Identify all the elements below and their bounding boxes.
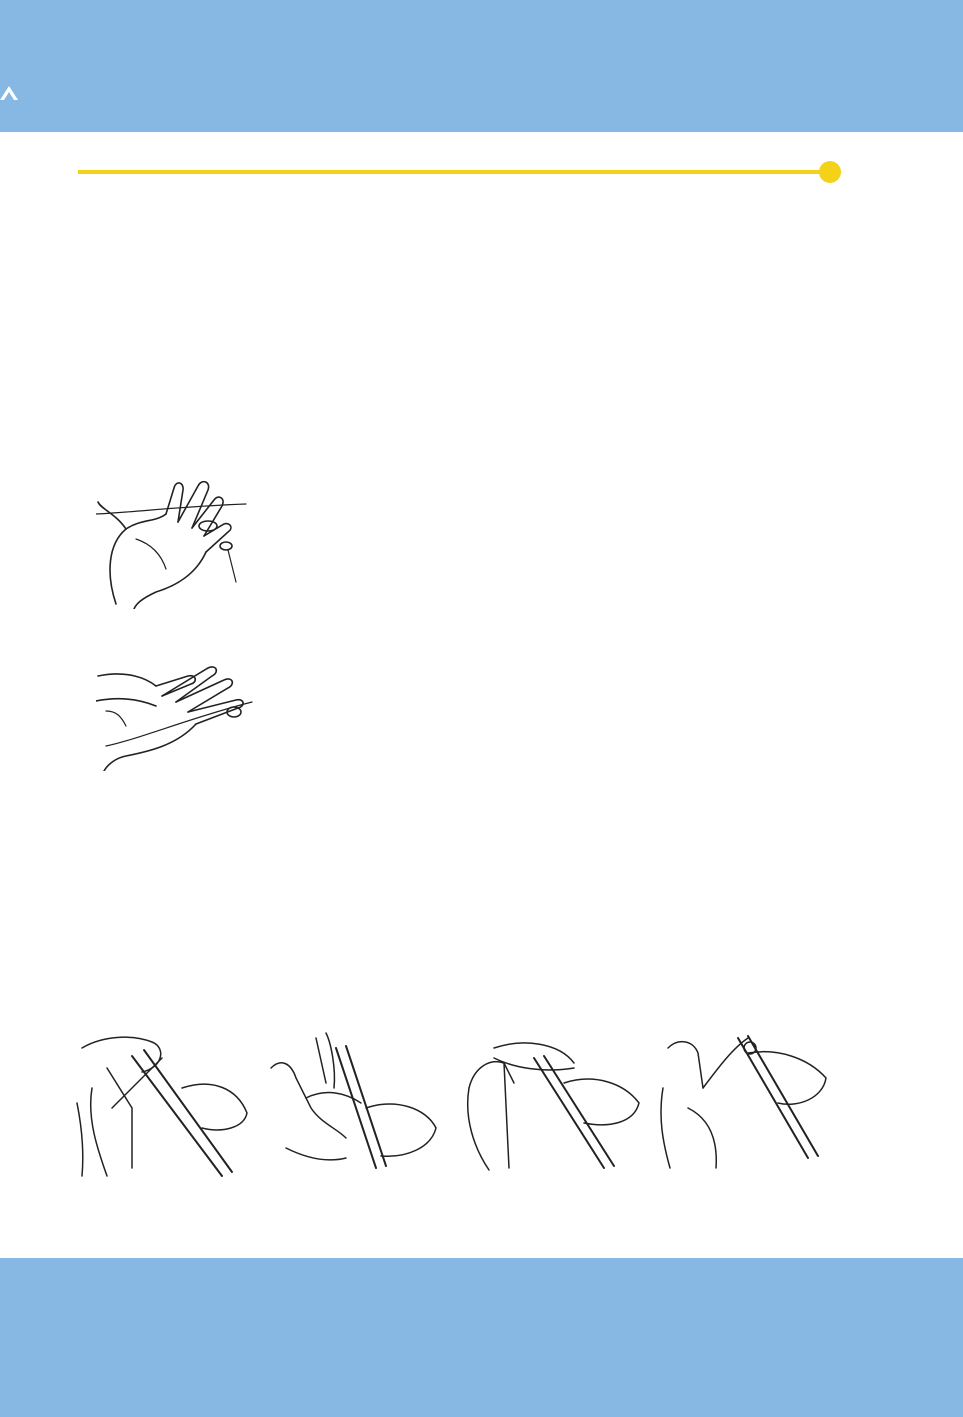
bottom-decorative-band xyxy=(0,1250,963,1417)
cast-on-step-2-illustration xyxy=(266,1028,441,1178)
hand-thread-illustration-1 xyxy=(96,474,256,609)
header-underline xyxy=(78,160,848,186)
cast-on-step-3-illustration xyxy=(464,1028,644,1173)
chapter-tab xyxy=(840,232,892,402)
top-decorative-band xyxy=(0,0,963,132)
cast-on-step-4-illustration xyxy=(658,1028,838,1173)
page-number xyxy=(776,1243,834,1247)
cast-on-step-1-illustration xyxy=(72,1028,252,1178)
hand-thread-illustration-2 xyxy=(96,656,256,771)
